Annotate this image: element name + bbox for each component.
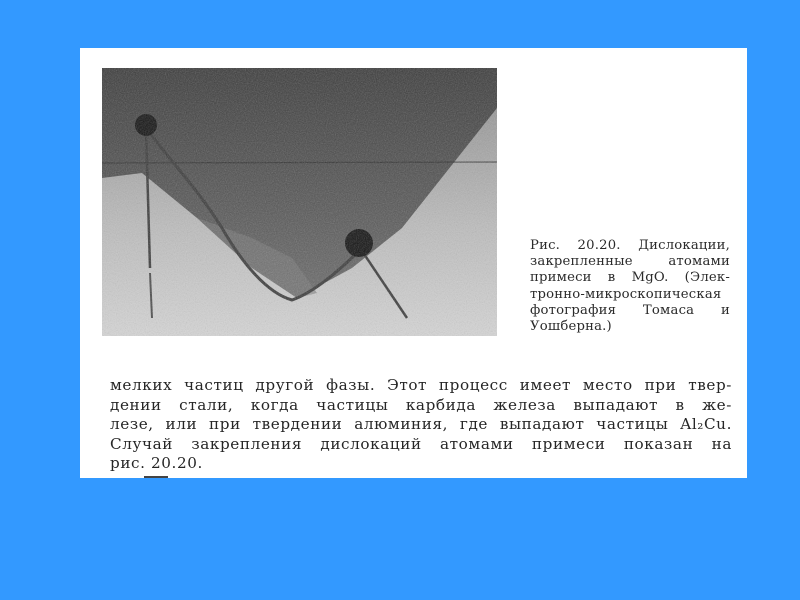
cropped-text-fragment	[110, 472, 170, 478]
body-line: лезе, или при твердении алюминия, где выпадают частицы Al₂Cu.	[110, 415, 732, 433]
electron-micrograph	[102, 68, 497, 336]
caption-line: закрепленные атомами	[530, 254, 730, 270]
caption-line: Рис. 20.20. Дислокации,	[530, 238, 730, 253]
caption-line: примеси в MgO. (Элек-	[530, 270, 730, 286]
figure-caption	[530, 238, 730, 335]
body-line: мелких частиц другой фазы. Этот процесс имеет место при твер-	[110, 376, 732, 394]
caption-line: фотография Томаса и	[530, 302, 730, 318]
scanned-page	[80, 48, 747, 478]
body-line: Случай закрепления дислокаций атомами примеси показан на	[110, 434, 732, 453]
caption-line: Уошберна.)	[530, 319, 612, 335]
body-line: рис. 20.20.	[110, 454, 203, 472]
body-line: дении стали, когда частицы карбида железа выпадают в же-	[110, 395, 732, 414]
caption-line: тронно-микроскопическая	[530, 286, 722, 302]
body-paragraph	[110, 376, 732, 474]
